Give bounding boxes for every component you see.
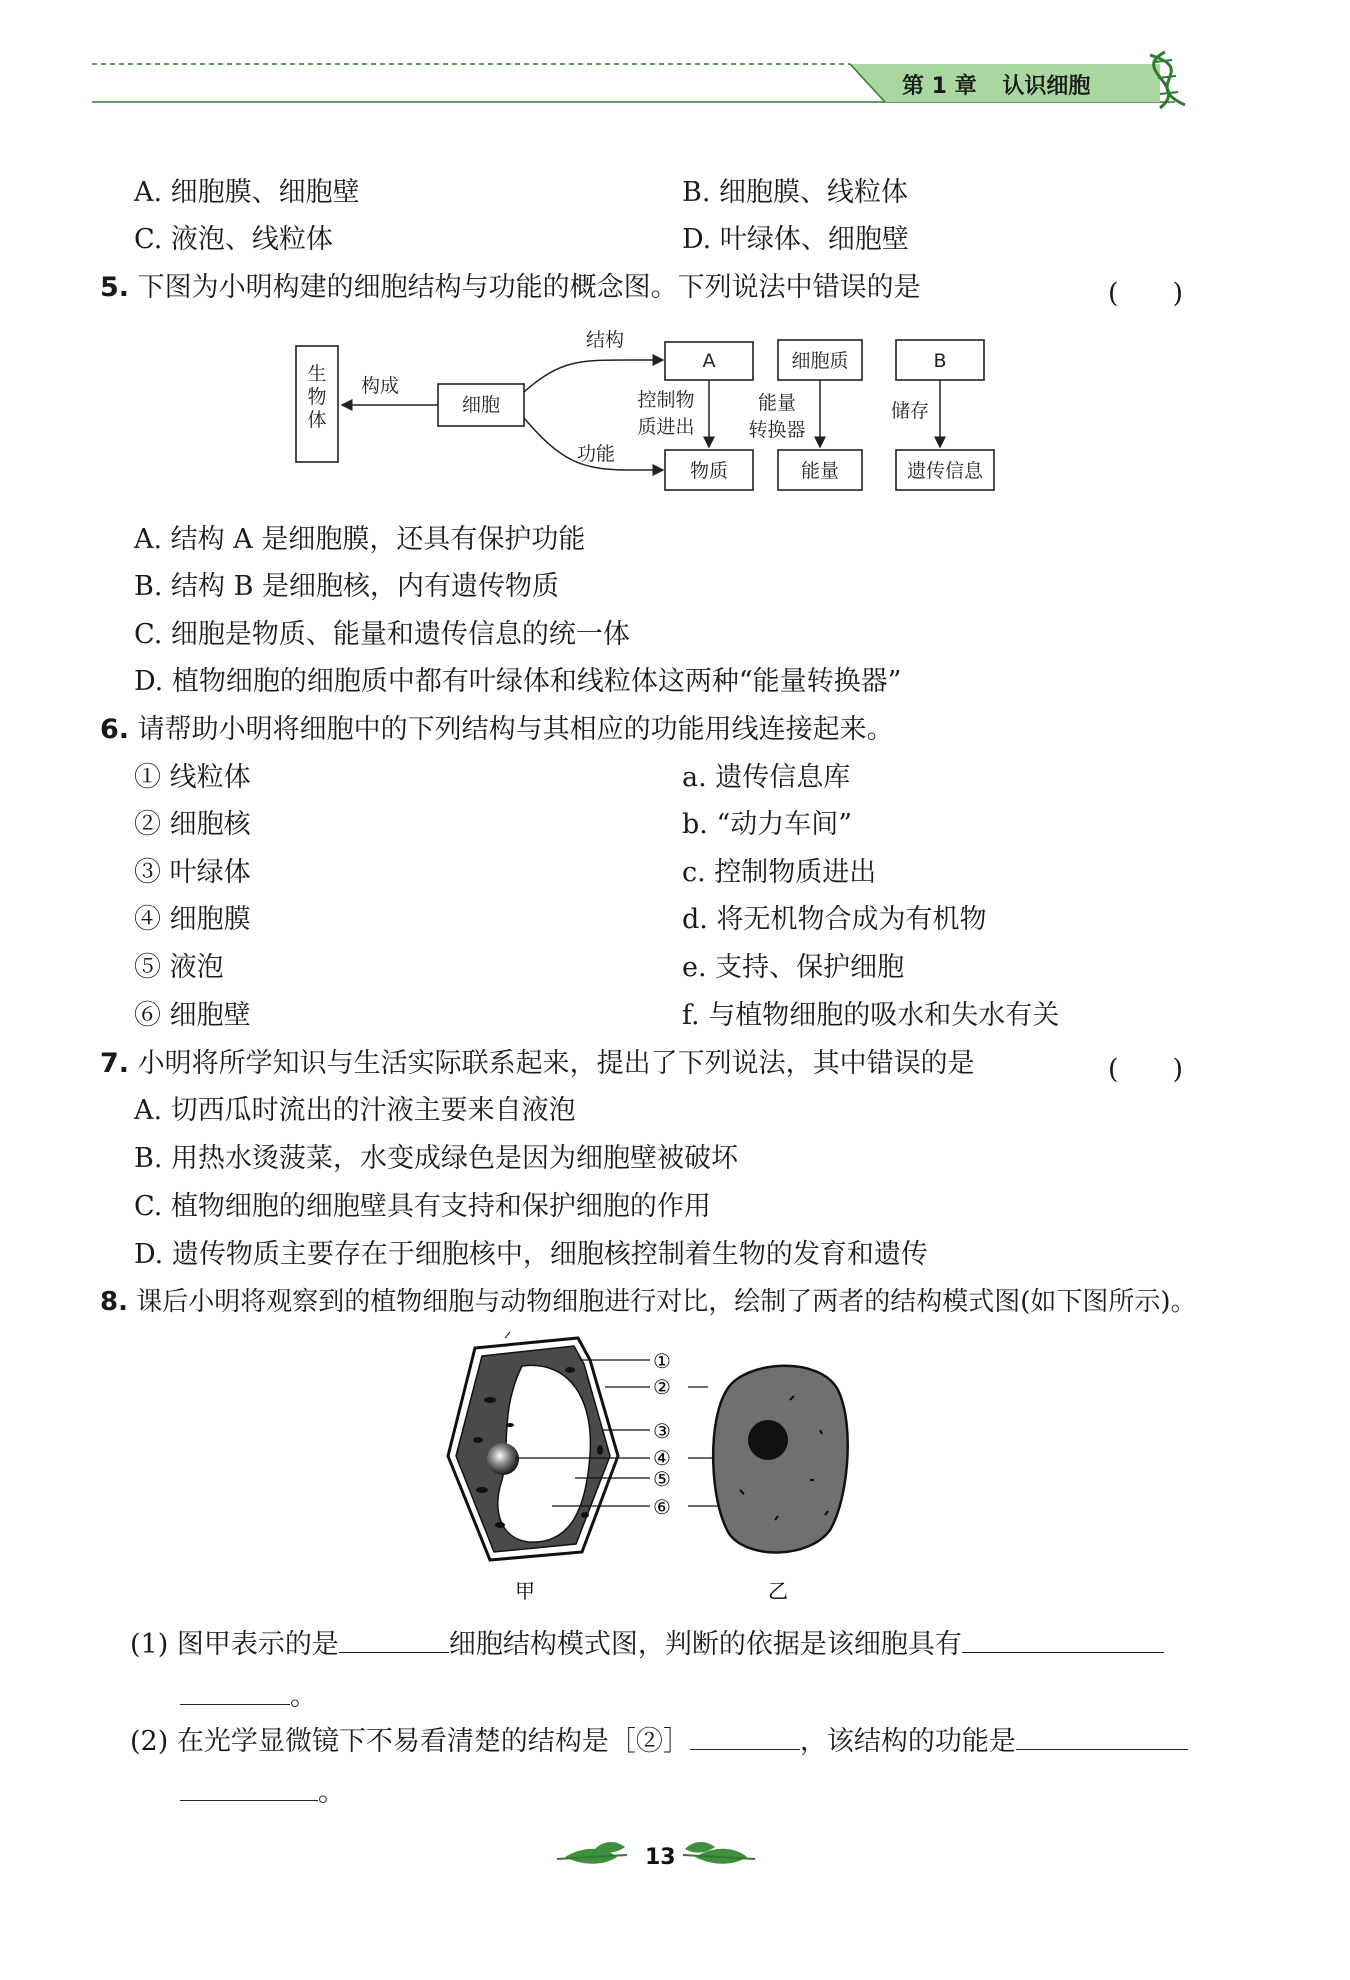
matter-label: 物质 — [689, 460, 729, 482]
structure-label: 结构 — [585, 329, 625, 351]
q7-answer-paren[interactable]: ( ) — [1108, 1054, 1184, 1085]
q5-option-c[interactable]: C. 细胞是物质、能量和遗传信息的统一体 — [134, 619, 630, 650]
q8-sub1-blank-1[interactable] — [339, 1626, 449, 1653]
q5-stem-text: 下图为小明构建的细胞结构与功能的概念图。下列说法中错误的是 — [137, 272, 921, 303]
q8-stem-text: 课后小明将观察到的植物细胞与动物细胞进行对比，绘制了两者的结构模式图(如下图所示)。 — [136, 1287, 1197, 1317]
svg-text:物 — [307, 386, 326, 408]
svg-text:体 — [307, 409, 326, 431]
q6-left-1[interactable]: ① 线粒体 — [134, 762, 251, 793]
q4-option-a[interactable]: A. 细胞膜、细胞壁 — [134, 177, 360, 208]
plant-cell — [448, 1332, 618, 1560]
energy-box-label: 能量 — [800, 460, 840, 482]
q7-stem-text: 小明将所学知识与生活实际联系起来，提出了下列说法，其中错误的是 — [137, 1048, 975, 1079]
label-1: ① — [653, 1349, 671, 1373]
q8-sub2-blank-2[interactable] — [1016, 1723, 1188, 1750]
function-label: 功能 — [576, 443, 616, 465]
q7-number: 7. — [100, 1048, 130, 1079]
q8-sub1-blank-2[interactable] — [962, 1626, 1164, 1653]
leaf-left-icon — [557, 1842, 627, 1864]
q6-right-f[interactable]: f. 与植物细胞的吸水和失水有关 — [682, 1000, 1060, 1031]
q6-left-2[interactable]: ② 细胞核 — [134, 809, 251, 840]
q8-sub1-continue — [180, 1678, 317, 1714]
q4-option-b[interactable]: B. 细胞膜、线粒体 — [682, 177, 909, 208]
organism-char-2: 物 — [307, 386, 327, 408]
q8-number: 8. — [100, 1287, 128, 1317]
page-footer — [555, 1835, 795, 1875]
caption-animal: 乙 — [768, 1579, 788, 1603]
organism-char-1: 生 — [307, 363, 327, 385]
organism-label — [307, 363, 326, 385]
cell-diagram — [430, 1330, 850, 1610]
page-header — [0, 0, 1350, 120]
q5-option-a[interactable]: A. 结构 A 是细胞膜，还具有保护功能 — [134, 524, 586, 555]
q6-left-6[interactable]: ⑥ 细胞壁 — [134, 1000, 251, 1031]
caption-plant: 甲 — [515, 1579, 535, 1603]
organism-char-3: 体 — [307, 409, 327, 431]
control-label-2: 质进出 — [637, 416, 695, 438]
q6-stem — [100, 713, 894, 747]
chapter-label — [902, 69, 1090, 100]
q8-sub1-part-a: (1) 图甲表示的是 — [130, 1629, 339, 1660]
energy-label-1: 能量 — [757, 392, 797, 414]
q8-sub2 — [130, 1723, 1188, 1759]
concept-diagram — [280, 320, 1020, 500]
q8-sub2-blank-1[interactable] — [690, 1723, 800, 1750]
q5-option-b[interactable]: B. 结构 B 是细胞核，内有遗传物质 — [134, 571, 560, 602]
cell-label: 细胞 — [461, 394, 501, 416]
q8-sub2-end: 。 — [318, 1777, 345, 1808]
q5-stem — [100, 271, 921, 305]
q5-answer-paren[interactable]: ( ) — [1108, 278, 1184, 309]
q6-left-5[interactable]: ⑤ 液泡 — [134, 952, 224, 983]
q6-right-c[interactable]: c. 控制物质进出 — [682, 857, 877, 888]
q6-stem-text: 请帮助小明将细胞中的下列结构与其相应的功能用线连接起来。 — [137, 714, 894, 745]
chapter-number: 第 1 章 — [902, 74, 977, 99]
q6-left-4[interactable]: ④ 细胞膜 — [134, 904, 251, 935]
q8-sub1-end: 。 — [290, 1681, 317, 1712]
q7-stem — [100, 1047, 975, 1081]
q8-sub1-blank-3[interactable] — [180, 1678, 290, 1705]
label-5: ⑤ — [653, 1467, 671, 1491]
q4-option-c[interactable]: C. 液泡、线粒体 — [134, 224, 333, 255]
q7-option-a[interactable]: A. 切西瓜时流出的汁液主要来自液泡 — [134, 1095, 576, 1126]
store-label: 储存 — [890, 400, 930, 422]
q8-sub1 — [130, 1626, 1164, 1662]
q6-left-3[interactable]: ③ 叶绿体 — [134, 857, 251, 888]
chapter-title: 认识细胞 — [1002, 74, 1091, 99]
q8-sub2-part-b: ，该结构的功能是 — [799, 1726, 1016, 1757]
q8-sub2-part-a: (2) 在光学显微镜下不易看清楚的结构是［②］ — [130, 1726, 690, 1757]
q5-number: 5. — [100, 272, 130, 303]
q4-option-d[interactable]: D. 叶绿体、细胞壁 — [682, 224, 909, 255]
q6-right-e[interactable]: e. 支持、保护细胞 — [682, 952, 905, 983]
label-6: ⑥ — [653, 1495, 671, 1519]
label-4: ④ — [653, 1446, 671, 1470]
constitute-label: 构成 — [360, 375, 400, 397]
control-label-1: 控制物 — [637, 389, 695, 411]
q8-sub1-part-b: 细胞结构模式图，判断的依据是该细胞具有 — [448, 1629, 962, 1660]
label-3: ③ — [653, 1419, 671, 1443]
box-b-label: B — [933, 350, 947, 372]
q6-right-b[interactable]: b. “动力车间” — [682, 809, 853, 840]
q8-sub2-continue — [180, 1774, 345, 1810]
animal-cell — [713, 1366, 848, 1553]
label-2: ② — [653, 1375, 671, 1399]
q7-option-c[interactable]: C. 植物细胞的细胞壁具有支持和保护细胞的作用 — [134, 1191, 711, 1222]
q7-option-b[interactable]: B. 用热水烫菠菜，水变成绿色是因为细胞壁被破坏 — [134, 1143, 739, 1174]
q8-stem — [100, 1285, 1197, 1319]
q7-option-d[interactable]: D. 遗传物质主要存在于细胞核中，细胞核控制着生物的发育和遗传 — [134, 1239, 928, 1270]
box-a-label: A — [702, 350, 716, 372]
q8-sub2-blank-3[interactable] — [180, 1774, 318, 1801]
energy-label-2: 转换器 — [748, 419, 806, 441]
q6-number: 6. — [100, 714, 130, 745]
box-cytoplasm-label: 细胞质 — [791, 350, 849, 372]
q5-option-d[interactable]: D. 植物细胞的细胞质中都有叶绿体和线粒体这两种“能量转换器” — [134, 666, 902, 697]
genetic-label: 遗传信息 — [906, 460, 984, 482]
leaf-right-icon — [683, 1842, 755, 1864]
q6-right-a[interactable]: a. 遗传信息库 — [682, 762, 851, 793]
q6-right-d[interactable]: d. 将无机物合成为有机物 — [682, 904, 987, 935]
page-number: 13 — [645, 1845, 676, 1870]
